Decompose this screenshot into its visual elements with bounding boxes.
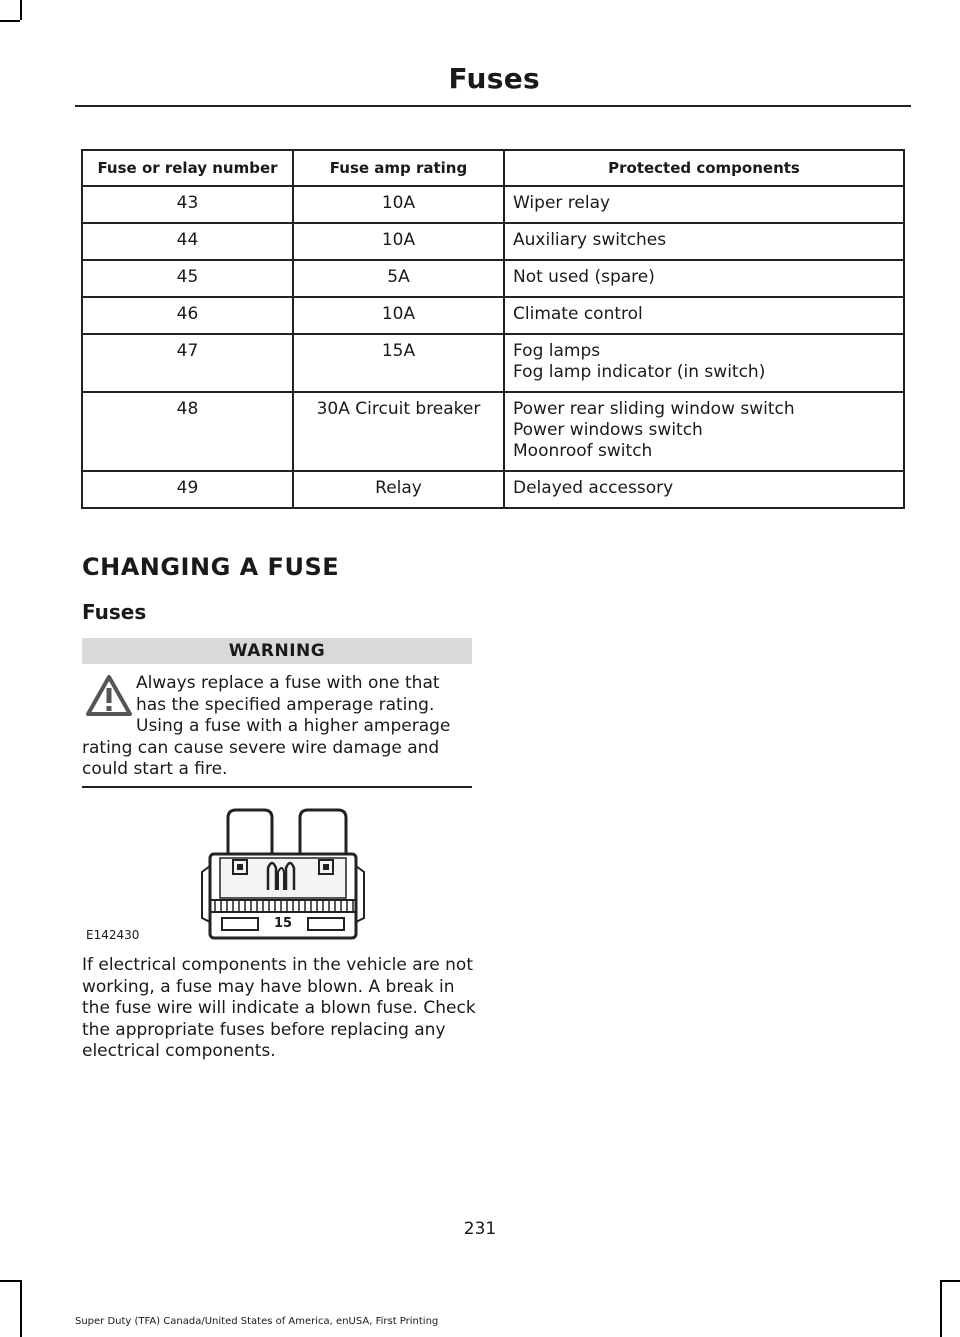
page-footer: Super Duty (TFA) Canada/United States of America, enUSA, First Printing xyxy=(75,1316,439,1327)
fuse-number-cell: 49 xyxy=(82,471,293,508)
crop-mark xyxy=(0,1280,20,1282)
protected-components-cell xyxy=(504,297,904,334)
crop-mark xyxy=(20,1280,22,1337)
protected-components-cell xyxy=(504,186,904,223)
component-line: Fog lamps xyxy=(513,341,601,361)
column-header-components: Protected components xyxy=(504,150,904,186)
table-row xyxy=(82,392,904,471)
fuse-rating-cell: 15A xyxy=(293,334,504,392)
warning-text-block xyxy=(82,673,474,781)
component-line: Auxiliary switches xyxy=(513,230,667,250)
protected-components-cell xyxy=(504,392,904,471)
component-line: Fog lamp indicator (in switch) xyxy=(513,362,766,382)
fuse-number-cell: 46 xyxy=(82,297,293,334)
body-paragraph: If electrical components in the vehicle are not working, a fuse may have blown. A break in the fuse wire will indicate a blown fuse. Check the appropriate fuses before replacing any electrical components. xyxy=(82,955,476,1061)
table-row xyxy=(82,297,904,334)
table-row xyxy=(82,471,904,508)
fuse-rating-label: 15 xyxy=(274,916,293,931)
fuse-rating-cell: 10A xyxy=(293,186,504,223)
subsection-heading: Fuses xyxy=(82,600,147,624)
protected-components-cell xyxy=(504,471,904,508)
fuse-number-cell: 47 xyxy=(82,334,293,392)
page-number: 231 xyxy=(463,1219,497,1239)
warning-text: Always replace a fuse with one that has the specified amperage rating. Using a fuse with a higher amperage rating can cause severe wire damage and could start a fire. xyxy=(82,673,451,779)
protected-components-cell xyxy=(504,334,904,392)
crop-mark xyxy=(0,20,20,22)
fuse-table xyxy=(81,149,905,509)
column-header-rating: Fuse amp rating xyxy=(293,150,504,186)
column-header-number: Fuse or relay number xyxy=(82,150,293,186)
fuse-number-cell: 48 xyxy=(82,392,293,471)
protected-components-cell xyxy=(504,223,904,260)
warning-divider xyxy=(82,786,472,788)
table-row xyxy=(82,186,904,223)
fuse-rating-cell: 30A Circuit breaker xyxy=(293,392,504,471)
section-heading: CHANGING A FUSE xyxy=(82,553,340,581)
component-line: Moonroof switch xyxy=(513,441,653,461)
fuse-rating-cell: 5A xyxy=(293,260,504,297)
crop-mark xyxy=(942,1280,960,1282)
component-line: Delayed accessory xyxy=(513,478,674,498)
protected-components-cell xyxy=(504,260,904,297)
title-divider xyxy=(75,105,911,107)
table-row xyxy=(82,260,904,297)
component-line: Wiper relay xyxy=(513,193,611,213)
component-line: Power rear sliding window switch xyxy=(513,399,795,419)
fuse-number-cell: 44 xyxy=(82,223,293,260)
crop-mark xyxy=(940,1280,942,1337)
warning-label: WARNING xyxy=(82,638,472,664)
component-line: Power windows switch xyxy=(513,420,703,440)
table-row xyxy=(82,223,904,260)
crop-mark xyxy=(20,0,22,20)
table-header-row xyxy=(82,150,904,186)
fuse-rating-cell: 10A xyxy=(293,297,504,334)
component-line: Climate control xyxy=(513,304,643,324)
table-row xyxy=(82,334,904,392)
component-line: Not used (spare) xyxy=(513,267,655,287)
figure-code: E142430 xyxy=(86,928,140,942)
fuse-illustration xyxy=(82,806,474,944)
page-title: Fuses xyxy=(448,62,540,95)
fuse-number-cell: 43 xyxy=(82,186,293,223)
fuse-rating-cell: 10A xyxy=(293,223,504,260)
fuse-number-cell: 45 xyxy=(82,260,293,297)
fuse-rating-cell: Relay xyxy=(293,471,504,508)
